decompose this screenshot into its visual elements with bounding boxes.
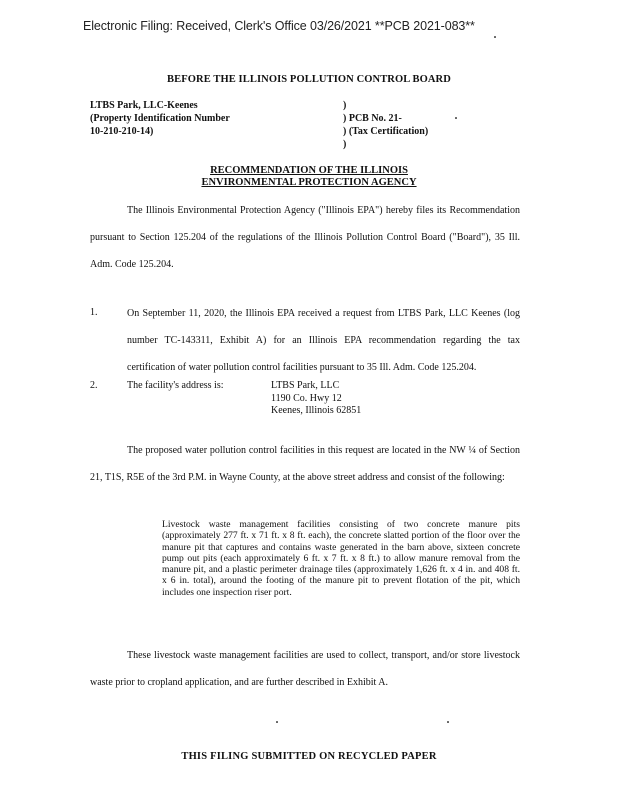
scan-speck — [455, 117, 457, 119]
address-label: The facility's address is: — [127, 380, 224, 391]
document-title — [0, 165, 618, 189]
address-line: 1190 Co. Hwy 12 — [271, 392, 342, 404]
intro-paragraph: The Illinois Environmental Protection Agency ("Illinois EPA") hereby files its Recommendation pursuant to Section 125.204 of the regulations of the Illinois Pollution Control Board ("Board"), 35 Ill. Adm. Code 125.204. — [90, 205, 520, 270]
caption-line: (Property Identification Number — [90, 113, 230, 124]
address-line: LTBS Park, LLC — [271, 380, 340, 391]
caption-line: 10-210-210-14) — [90, 126, 154, 137]
case-caption-party — [90, 99, 290, 138]
item-1-paragraph: On September 11, 2020, the Illinois EPA received a request from LTBS Park, LLC Keenes (log number TC-143311, Exhibit A) for an Illinois EPA recommendation regarding the tax certification of water pollution control facilities pursuant to 35 Ill. Adm. Code 125.204. — [127, 308, 520, 373]
caption-line: LTBS Park, LLC-Keenes — [90, 100, 198, 111]
facilities-paragraph: The proposed water pollution control facilities in this request are located in the NW ¼ of Section 21, T1S, R5E of the 3rd P.M. in Wayne County, at the above street address and consist of the following: — [90, 445, 520, 483]
filing-stamp: Electronic Filing: Received, Clerk's Office 03/26/2021 **PCB 2021-083** — [83, 19, 475, 33]
scan-speck — [276, 721, 278, 723]
scan-speck — [494, 36, 496, 38]
item-2-number: 2. — [90, 380, 98, 391]
docket-number: ) PCB No. 21- — [343, 113, 402, 124]
docket-type: ) (Tax Certification) — [343, 126, 429, 137]
board-title: BEFORE THE ILLINOIS POLLUTION CONTROL BOARD — [167, 74, 451, 85]
case-caption-docket — [343, 99, 453, 151]
usage-paragraph: These livestock waste management facilities are used to collect, transport, and/or store livestock waste prior to cropland application, and are further described in Exhibit A. — [90, 650, 520, 688]
facility-address — [271, 380, 361, 418]
caption-bracket: ) — [343, 139, 347, 150]
caption-bracket: ) — [343, 100, 347, 111]
document-title-line-2: ENVIRONMENTAL PROTECTION AGENCY — [201, 177, 417, 188]
document-title-line-1: RECOMMENDATION OF THE ILLINOIS — [210, 165, 408, 176]
address-line: Keenes, Illinois 62851 — [271, 405, 362, 416]
recycled-paper-footer: THIS FILING SUBMITTED ON RECYCLED PAPER — [181, 751, 437, 762]
scan-speck — [447, 721, 449, 723]
facilities-description-quote: Livestock waste management facilities consisting of two concrete manure pits (approximately 277 ft. x 71 ft. x 8 ft. each), the concrete slatted portion of the floor over the manure pit that captures and contains waste generated in the barn above, sixteen concrete pump out pits (each approximately 6 ft. x 7 ft. x 8 ft.) to allow manure removal from the manure pit, and a plastic perimeter drainage tiles (approximately 1,626 ft. x 4 in. and 408 ft. x 6 in. total), around the footing of the manure pit to prevent flotation of the pit, which includes one inspection riser port. — [162, 519, 520, 598]
item-1-number: 1. — [90, 307, 98, 318]
